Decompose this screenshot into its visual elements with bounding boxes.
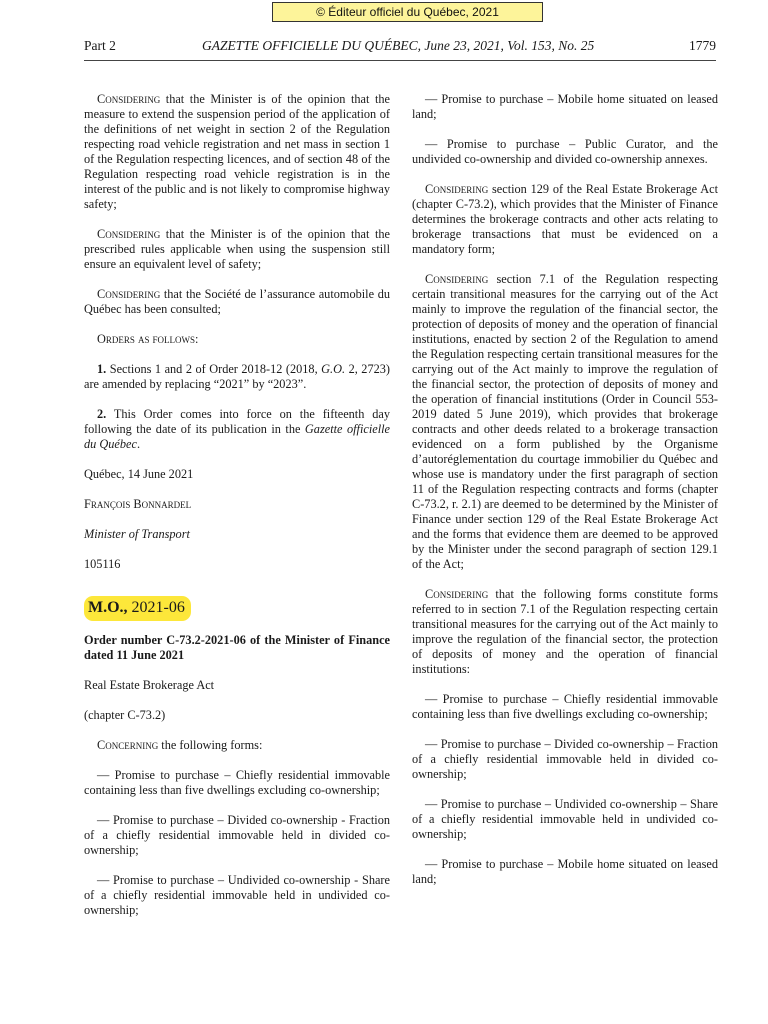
paragraph-text: that the Minister is of the opinion that the prescribed rules applicable when using the suspension still ensure an equivalent level of safety;	[84, 227, 390, 271]
mo-label: M.O.,	[88, 599, 128, 616]
paragraph-text: that the Société de l’assurance automobile du Québec has been consulted;	[84, 287, 390, 316]
considering-lead: Considering	[97, 287, 161, 301]
form-item: — Promise to purchase – Divided co-ownership – Fraction of a chiefly residential immovable held in divided co-ownership;	[412, 737, 718, 781]
act-reference	[84, 678, 390, 723]
considering-paragraph	[412, 182, 718, 257]
considering-paragraph	[84, 287, 390, 317]
section-1	[84, 362, 390, 392]
mo-number: 2021-06	[127, 599, 185, 616]
paragraph-text: section 129 of the Real Estate Brokerage Act (chapter C-73.2), which provides that the Minister of Finance determines the brokerage contracts and other acts relating to brokerage transactions that must be evidenced on a mandatory form;	[412, 182, 718, 256]
document-number: 105116	[84, 557, 121, 571]
signer-name: François Bonnardel	[84, 497, 192, 511]
right-column	[412, 92, 718, 902]
section-2	[84, 407, 390, 452]
act-chapter: (chapter C-73.2)	[84, 708, 166, 722]
publication-title: GAZETTE OFFICIELLE DU QUÉBEC, June 23, 2021, Vol. 153, No. 25	[202, 38, 595, 53]
part-label: Part 2	[84, 38, 116, 53]
form-item: — Promise to purchase – Chiefly residential immovable containing less than five dwellings excluding co-ownership;	[412, 692, 718, 721]
form-item: — Promise to purchase – Divided co-ownership - Fraction of a chiefly residential immovable held in divided co-ownership;	[84, 813, 390, 857]
header-rule	[84, 60, 716, 61]
considering-lead: Considering	[425, 587, 489, 601]
section-text: .	[136, 437, 141, 451]
signature-block	[84, 497, 390, 542]
section-text: This Order comes into force on the fifteenth day following the date of its publication in the	[84, 407, 390, 436]
paragraph-text: the following forms:	[158, 738, 263, 752]
paragraph-text: that the following forms constitute forms referred to in section 7.1 of the Regulation respecting certain transitional measures for the carrying out of the Act mainly to improve the regulation of the financial sector, the protection of deposits of money and the operation of financial institutions:	[412, 587, 718, 676]
section-number: 2.	[97, 407, 107, 421]
act-name: Real Estate Brokerage Act	[84, 678, 215, 692]
considering-lead: Considering	[425, 272, 489, 286]
signer-title: Minister of Transport	[84, 527, 190, 541]
page-header	[84, 37, 716, 55]
left-column	[84, 92, 390, 933]
mo-heading	[84, 596, 390, 621]
form-item: — Promise to purchase – Mobile home situated on leased land;	[412, 92, 718, 121]
form-item: — Promise to purchase – Undivided co-ownership - Share of a chiefly residential immovable held in undivided co-ownership;	[84, 873, 390, 917]
section-text: Sections 1 and 2 of Order 2018-12 (2018,	[106, 362, 322, 376]
go-abbrev: G.O.	[321, 362, 346, 376]
considering-paragraph	[84, 92, 390, 212]
gazette-name: Gazette officielle du Québec	[84, 422, 390, 451]
considering-paragraph	[412, 587, 718, 677]
mo-highlight	[84, 596, 191, 621]
orders-heading: Orders as follows:	[97, 332, 199, 346]
page-number: 1779	[689, 38, 716, 53]
concerning-lead: Concerning	[97, 738, 159, 752]
form-item: — Promise to purchase – Mobile home situated on leased land;	[412, 857, 718, 886]
copyright-banner: © Éditeur officiel du Québec, 2021	[272, 2, 543, 22]
considering-lead: Considering	[97, 92, 161, 106]
considering-paragraph	[412, 272, 718, 572]
place-date: Québec, 14 June 2021	[84, 467, 194, 481]
paragraph-text: that the Minister is of the opinion that the measure to extend the suspension period of the application of the definitions of net weight in section 2 of the Regulation respecting road vehicle registration and net mass in section 1 of the Regulation respecting licences, and of section 48 of the Regulation respecting road vehicle registration is in the interest of the public and is not likely to compromise highway safety;	[84, 92, 390, 211]
considering-paragraph	[84, 227, 390, 272]
order-title: Order number C-73.2-2021-06 of the Minister of Finance dated 11 June 2021	[84, 633, 390, 662]
form-item: — Promise to purchase – Chiefly residential immovable containing less than five dwellings excluding co-ownership;	[84, 768, 390, 797]
considering-lead: Considering	[97, 227, 161, 241]
considering-lead: Considering	[425, 182, 489, 196]
form-item: — Promise to purchase – Public Curator, and the undivided co-ownership and divided co-ownership annexes.	[412, 137, 718, 166]
section-text: 2, 2723) are amended by replacing “2021” by “2023”.	[84, 362, 390, 391]
section-number: 1.	[97, 362, 107, 376]
paragraph-text: section 7.1 of the Regulation respecting certain transitional measures for the carrying out of the Act mainly to improve the regulation of the financial sector, the protection of deposits of money and the operation of financial institutions, enacted by section 2 of the Regulation to amend the Regulation respecting certain transitional measures for the carrying out of the Act mainly to improve the regulation of the financial sector, the protection of deposits of money and the operation of financial institutions (Order in Council 553-2019 dated 5 June 2019), which provides that brokerage contracts and other deeds related to a brokerage transaction evidenced on a form published by the Organisme d’autoréglementation du courtage immobilier du Québec and whose use is mandatory under the first paragraph of section 11 of the Regulation respecting contracts and forms (chapter C-73.2, r. 2.1) are deemed to be determined by the Minister of Finance under section 129 of the Real Estate Brokerage Act and the forms that evidence them are deemed to be approved by the Minister under the second paragraph of section 129.1 of the Act;	[412, 272, 718, 571]
form-item: — Promise to purchase – Undivided co-ownership – Share of a chiefly residential immovable held in undivided co-ownership;	[412, 797, 718, 841]
concerning-paragraph	[84, 738, 390, 753]
